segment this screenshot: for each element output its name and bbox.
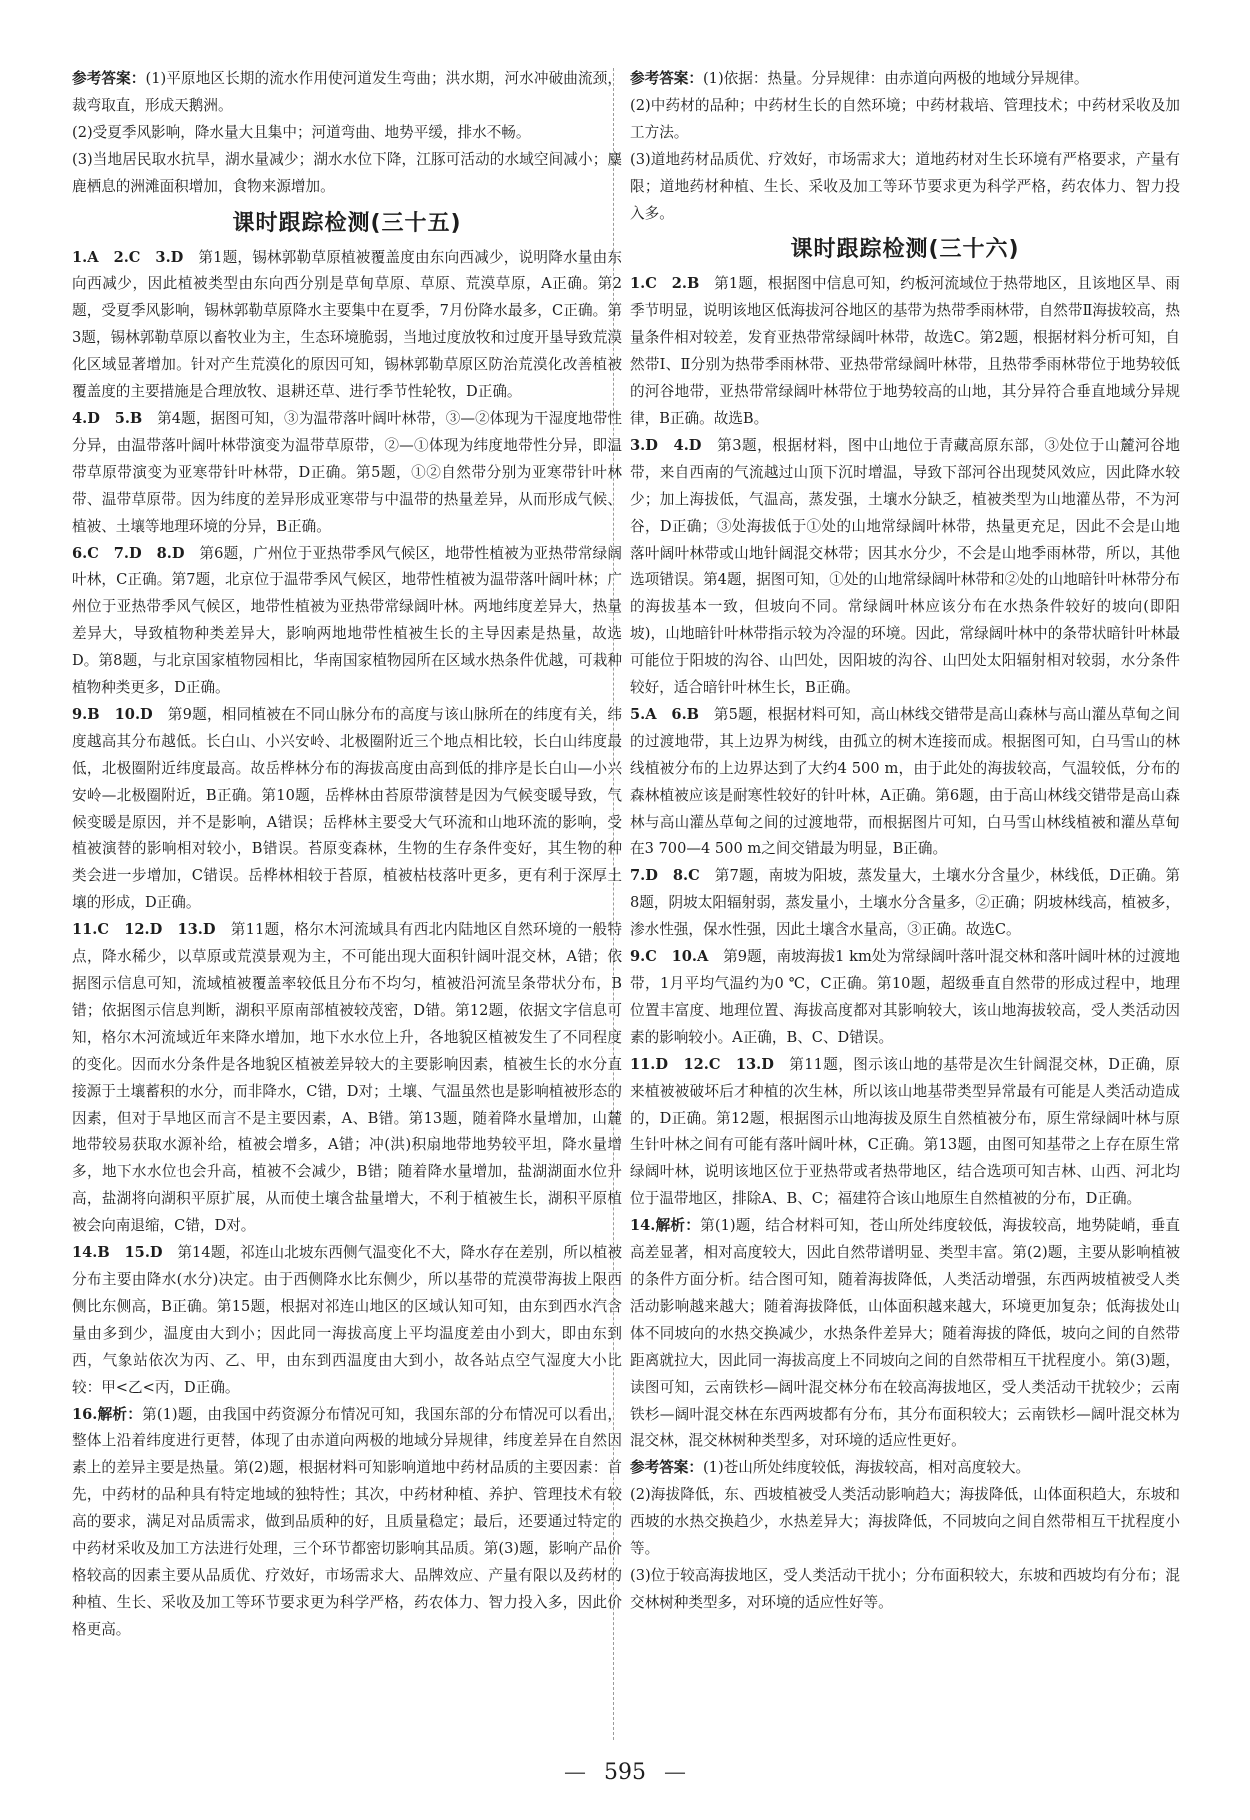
solution-paragraph: [72, 245, 622, 406]
solution-paragraph: [72, 702, 622, 917]
answer-label: 参考答案：: [630, 70, 703, 87]
solution-text: 第9题，相同植被在不同山脉分布的高度与该山脉所在的纬度有关，纬度越高其分布越低。长白山、小兴安岭、北极圈附近三个地点相比较，长白山纬度最低，北极圈附近纬度最高。故岳桦林分布的海拔高度由高到低的排序是长白山—小兴安岭—北极圈附近，B正确。第10题，岳桦林由苔原带演替是因为气候变暖导致，气候变暖是原因，并不是影响，A错误；岳桦林主要受大气环流和山地环流的影响，受植被演替的影响相对较小，B错误。苔原变森林，生物的生存条件变好，其生物的种类会进一步增加，C错误。岳桦林相较于苔原，植被枯枝落叶更多，更有利于深厚土壤的形成，D正确。: [72, 705, 622, 912]
section-title: 课时跟踪检测(三十六): [790, 237, 1020, 263]
answer-text: (1)苍山所处纬度较低，海拔较高，相对高度较大。: [702, 1459, 1031, 1477]
solution-text: 第11题，图示该山地的基带是次生针阔混交林，D正确，原来植被被破坏后才种植的次生林，所以该山地基带类型异常最有可能是人类活动造成的，D正确。第12题，根据图示山地海拔及原生自然植被分布，原生常绿阔叶林与原生针叶林之间有可能有落叶阔叶林，C正确。第13题，由图可知基带之上存在原生常绿阔叶林，说明该地区位于亚热带或者热带地区，结合选项可知吉林、山西、河北均位于温带地区，排除A、B、C；福建符合该山地原生自然植被的分布，D正确。: [630, 1055, 1180, 1208]
right-column: [630, 66, 1180, 1617]
answer-text: (1)依据：热量。分异规律：由赤道向两极的地域分异规律。: [702, 70, 1089, 87]
solution-paragraph: [630, 944, 1180, 1052]
answer-key: 6.C 7.D 8.D: [72, 544, 185, 562]
solution-paragraph: [72, 541, 622, 702]
answer-key: 9.C 10.A: [630, 948, 709, 966]
section-title: 课时跟踪检测(三十五): [232, 210, 462, 236]
answer-key: 11.D 12.C 13.D: [630, 1055, 774, 1073]
solution-paragraph: [72, 1240, 622, 1401]
left-column: [72, 66, 622, 1644]
solution-text: 第5题，根据材料可知，高山林线交错带是高山森林与高山灌丛草甸之间的过渡地带，其上边界为树线，由孤立的树木连接而成。根据图可知，白马雪山的林线植被分布的上边界达到了大约4 500 m，由于此处的海拔较高，气温较低，分布的森林植被应该是耐寒性较好的针叶林，A正确。第6题，由于高山林线交错带是高山森林与高山灌丛草甸之间的过渡地带，而根据图片可知，白马雪山林线植被和灌丛草甸在3 700—4 500 m之间交错最为明显，B正确。: [630, 705, 1180, 858]
solution-text: 第14题，祁连山北坡东西侧气温变化不大，降水存在差别，所以植被分布主要由降水(水分)决定。由于西侧降水比东侧少，所以基带的荒漠带海拔上限西侧比东侧高，B正确。第15题，根据对祁连山地区的区域认知可知，由东到西水汽含量由多到少，温度由大到小；因此同一海拔高度上平均温度差由小到大，即由东到西，气象站依次为丙、乙、甲，由东到西温度由大到小，故各站点空气湿度大小比较：甲<乙<丙，D正确。: [72, 1244, 622, 1396]
solution-text: 第1题，根据图中信息可知，约板河流域位于热带地区，且该地区旱、雨季节明显，说明该地区低海拔河谷地区的基带为热带季雨林带，自然带Ⅱ海拔较高，热量条件相对较差，发育亚热带常绿阔叶林带，故选C。第2题，根据材料分析可知，自然带Ⅰ、Ⅱ分别为热带季雨林带、亚热带常绿阔叶林带，且热带季雨林带位于地势较低的河谷地带，亚热带常绿阔叶林带位于地势较高的山地，其分异符合垂直地域分异规律，B正确。故选B。: [630, 275, 1181, 427]
answer-label: 参考答案：: [72, 70, 146, 87]
answer-key: 1.A 2.C 3.D: [72, 248, 184, 266]
answer-key: 5.A 6.B: [630, 705, 700, 723]
solution-text: 第7题，南坡为阳坡，蒸发量大，土壤水分含量少，林线低，D正确。第8题，阴坡太阳辐射弱，蒸发量小，土壤水分含量多，②正确；阴坡林线高，植被多，渗水性强，保水性强，因此土壤含水量高，③正确。故选C。: [630, 867, 1180, 939]
page-number: 595: [604, 1760, 646, 1785]
footer-dash: —: [564, 1760, 586, 1785]
answer-key: 7.D 8.C: [630, 867, 700, 885]
answer-paragraph: (3)道地药材品质优、疗效好，市场需求大；道地药材对生长环境有严格要求，产量有限；道地药材种植、生长、采收及加工等环节要求更为科学严格，药农体力、智力投入多。: [630, 150, 1180, 222]
answer-paragraph: (2)中药材的品种；中药材生长的自然环境；中药材栽培、管理技术；中药材采收及加工方法。: [630, 96, 1180, 141]
solution-text: 第(1)题，由我国中药资源分布情况可知，我国东部的分布情况可以看出，整体上沿着纬度进行更替，体现了由赤道向两极的地域分异规律，纬度差异在自然因素上的差异主要是热量。第(2)题，根据材料可知影响道地中药材品质的主要因素：首先，中药材的品种具有特定地域的独特性；其次，中药材种植、养护、管理技术有较高的要求，满足对品质需求，做到品质种的好，且质量稳定；最后，还要通过特定的中药材采收及加工方法进行处理，三个环节都密切影响其品质。第(3)题，影响产品价格较高的因素主要从品质优、疗效好，市场需求大、品牌效应、产量有限以及药材的种植、生长、采收及加工等环节要求更为科学严格，药农体力、智力投入多，因此价格更高。: [72, 1405, 622, 1638]
solution-text: 第9题，南坡海拔1 km处为常绿阔叶落叶混交林和落叶阔叶林的过渡地带，1月平均气温约为0 ℃，C正确。第10题，超级垂直自然带的形成过程中，地理位置丰富度、地理位置、海拔高度都对其影响较大，该山地海拔较高，受人类活动因素的影响较小。A正确，B、C、D错误。: [630, 948, 1180, 1046]
solution-text: 第3题，根据材料，图中山地位于青藏高原东部，③处位于山麓河谷地带，来自西南的气流越过山顶下沉时增温，导致下部河谷出现焚风效应，因此降水较少；加上海拔低，气温高，蒸发强，土壤水分缺乏，植被类型为山地灌丛带，不为河谷，D正确；③处海拔低于①处的山地常绿阔叶林带，热量更充足，因此不会是山地落叶阔叶林带或山地针阔混交林带；因其水分少，不会是山地季雨林带，所以，其他选项错误。第4题，据图可知，①处的山地常绿阔叶林带和②处的山地暗针叶林带分布的海拔基本一致，但坡向不同。常绿阔叶林应该分布在水热条件较好的坡向(即阳坡)，山地暗针叶林带指示较为冷湿的环境。因此，常绿阔叶林中的条带状暗针叶林最可能位于阳坡的沟谷、山凹处，因阳坡的沟谷、山凹处太阳辐射相对较弱，水分条件较好，适合暗针叶林生长，B正确。: [630, 436, 1180, 697]
solution-text: 第1题，锡林郭勒草原植被覆盖度由东向西减少，说明降水量由东向西减少，因此植被类型由东向西分别是草甸草原、草原、荒漠草原，A正确。第2题，受夏季风影响，锡林郭勒草原降水主要集中在夏季，7月份降水最多，C正确。第3题，锡林郭勒草原以畜牧业为主，生态环境脆弱，当地过度放牧和过度开垦导致荒漠化区域显著增加。针对产生荒漠化的原因可知，锡林郭勒草原区防治荒漠化改善植被覆盖度的主要措施是合理放牧、退耕还草、进行季节性轮牧，D正确。: [72, 248, 622, 401]
solution-paragraph: [630, 1052, 1180, 1213]
solution-paragraph: [630, 433, 1180, 702]
solution-paragraph: [630, 863, 1180, 944]
solution-paragraph: [72, 406, 622, 541]
solution-text: 第(1)题，结合材料可知，苍山所处纬度较低，海拔较高，地势陡峭，垂直高差显著，相对高度较大，因此自然带谱明显、类型丰富。第(2)题，主要从影响植被的条件方面分析。结合图可知，随着海拔降低，人类活动增强，东西两坡植被受人类活动影响越来越大；随着海拔降低，山体面积越来越大，环境更加复杂；低海拔处山体不同坡向的水热交换减少，水热条件差异大；随着海拔的降低，坡向之间的自然带距离就拉大，因此同一海拔高度上不同坡向之间的自然带相互干扰程度小。第(3)题，读图可知，云南铁杉—阔叶混交林分布在较高海拔地区，受人类活动干扰较少；云南铁杉—阔叶混交林在东西两坡都有分布，其分布面积较大；云南铁杉—阔叶混交林为混交林，混交林树种类型多，对环境的适应性更好。: [630, 1217, 1180, 1450]
answer-key: 14.解析：: [630, 1217, 701, 1235]
answer-key: 9.B 10.D: [72, 705, 153, 723]
answer-paragraph: [72, 66, 622, 120]
page-footer: [0, 1760, 1250, 1785]
answer-paragraph: (3)当地居民取水抗旱，湖水量减少；湖水水位下降，江豚可活动的水域空间减小；麋鹿栖息的洲滩面积增加，食物来源增加。: [72, 150, 622, 195]
answer-key: 14.B 15.D: [72, 1244, 163, 1262]
solution-text: 第11题，格尔木河流域具有西北内陆地区自然环境的一般特点，降水稀少，以草原或荒漠景观为主，不可能出现大面积针阔叶混交林，A错；依据图示信息可知，流域植被覆盖率较低且分布不均匀，植被沿河流呈条带状分布，B错；依据图示信息判断，湖积平原南部植被较茂密，D错。第12题，依据文字信息可知，格尔木河流域近年来降水增加，地下水水位上升，各地貌区植被发生了不同程度的变化。因而水分条件是各地貌区植被差异较大的主要影响因素，植被生长的水分直接源于土壤蓄积的水分，而非降水，C错，D对；土壤、气温虽然也是影响植被形态的因素，但对于旱地区而言不是主要因素，A、B错。第13题，随着降水量增加，山麓地带较易获取水源补给，植被会增多，A错；冲(洪)积扇地带地势较平坦，降水量增多，地下水水位也会升高，植被不会减少，B错；随着降水量增加，盐湖湖面水位升高，盐湖将向湖积平原扩展，从而使土壤含盐量增大，不利于植被生长，湖积平原植被会向南退缩，C错，D对。: [72, 921, 622, 1235]
answer-key: 1.C 2.B: [630, 275, 700, 293]
solution-text: 第4题，据图可知，③为温带落叶阔叶林带，③—②体现为干湿度地带性分异，由温带落叶阔叶林带演变为温带草原带，②—①体现为纬度地带性分异，即温带草原带演变为亚寒带针叶林带，D正确。第5题，①②自然带分别为亚寒带针叶林带、温带草原带。因为纬度的差异形成亚寒带与中温带的热量差异，从而形成气候、植被、土壤等地理环境的分异，B正确。: [72, 409, 622, 535]
solution-paragraph: [72, 917, 622, 1240]
answer-key: 16.解析：: [72, 1405, 143, 1423]
solution-paragraph: [630, 271, 1180, 432]
answer-paragraph: [630, 66, 1180, 93]
answer-key: 4.D 5.B: [72, 409, 143, 427]
answer-key: 11.C 12.D 13.D: [72, 921, 216, 939]
column-divider: [613, 68, 614, 1740]
answer-text: (1)平原地区长期的流水作用使河道发生弯曲；洪水期，河水冲破曲流颈，裁弯取直，形成天鹅洲。: [72, 70, 622, 114]
answer-key: 3.D 4.D: [630, 436, 702, 454]
solution-paragraph: [630, 1213, 1180, 1455]
answer-label: 参考答案：: [630, 1459, 703, 1477]
answer-paragraph: [630, 1455, 1180, 1482]
solution-text: 第6题，广州位于亚热带季风气候区，地带性植被为亚热带常绿阔叶林，C正确。第7题，北京位于温带季风气候区，地带性植被为温带落叶阔叶林；广州位于亚热带季风气候区，地带性植被为亚热带常绿阔叶林。两地纬度差异大，热量差异大，导致植物种类差异大，影响两地地带性植被生长的主导因素是热量，故选D。第8题，与北京国家植物园相比，华南国家植物园所在区域水热条件优越，可栽种植物种类更多，D正确。: [72, 544, 622, 697]
answer-paragraph: (2)受夏季风影响，降水量大且集中；河道弯曲、地势平缓，排水不畅。: [72, 123, 531, 141]
solution-paragraph: [630, 702, 1180, 863]
answer-paragraph: (3)位于较高海拔地区，受人类活动干扰小；分布面积较大，东坡和西坡均有分布；混交林树种类型多，对环境的适应性好等。: [630, 1566, 1180, 1611]
answer-paragraph: (2)海拔降低，东、西坡植被受人类活动影响趋大；海拔降低，山体面积趋大，东坡和西坡的水热交换趋少，水热差异大；海拔降低，不同坡向之间自然带相互干扰程度小等。: [630, 1486, 1180, 1558]
footer-dash: —: [664, 1760, 686, 1785]
solution-paragraph: [72, 1402, 622, 1644]
